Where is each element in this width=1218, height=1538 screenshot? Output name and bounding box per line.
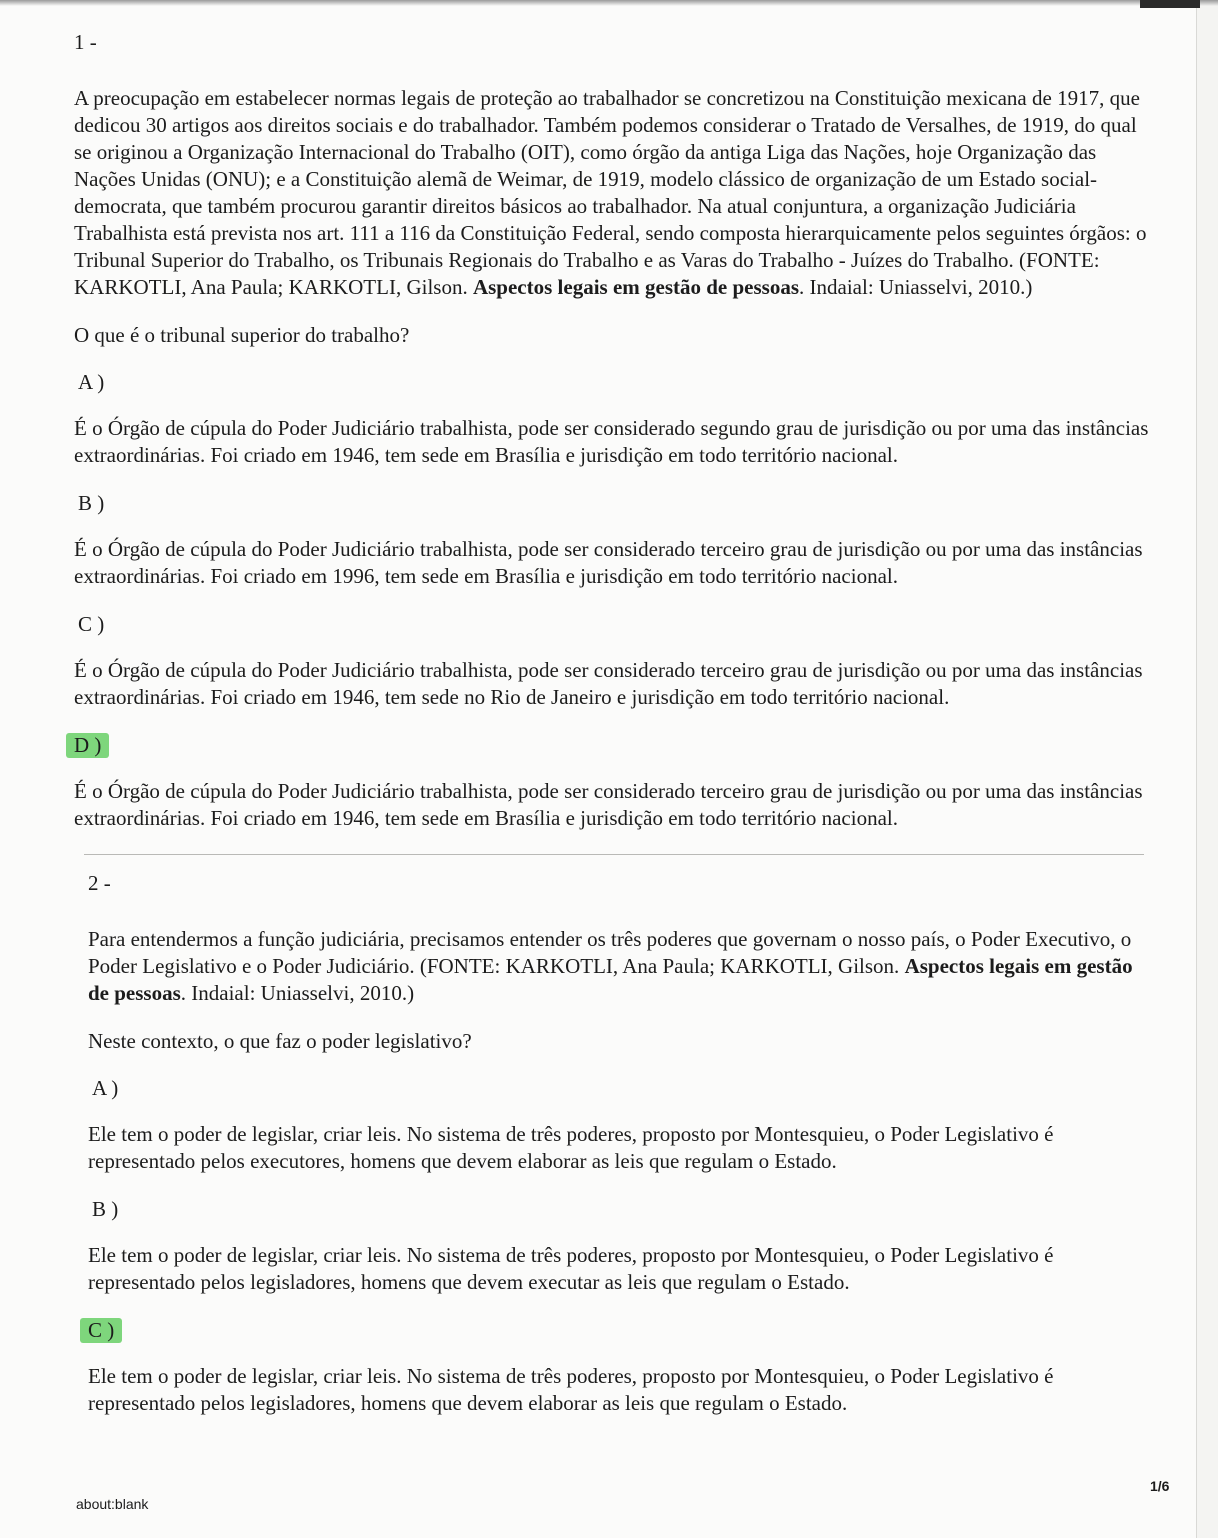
option-text: É o Órgão de cúpula do Poder Judiciário trabalhista, pode ser considerado segundo grau de jurisdição ou por uma das instâncias extraordinárias. Foi criado em 1946, tem sede em Brasília e jurisdição em todo território nacional. bbox=[74, 416, 1149, 467]
option-letter: C ) bbox=[78, 612, 105, 636]
option-d bbox=[74, 733, 1149, 832]
option-text: Ele tem o poder de legislar, criar leis. No sistema de três poderes, proposto por Montesquieu, o Poder Legislativo é representado pelos legisladores, homens que devem elaborar as leis que regulam o Estado. bbox=[88, 1364, 1054, 1415]
option-text: Ele tem o poder de legislar, criar leis. No sistema de três poderes, proposto por Montesquieu, o Poder Legislativo é representado pelos legisladores, homens que devem executar as leis que regulam o Estado. bbox=[88, 1243, 1054, 1294]
option-b bbox=[74, 491, 1149, 590]
option-letter: B ) bbox=[78, 491, 105, 515]
option-a bbox=[88, 1076, 1149, 1175]
footer-url: about:blank bbox=[76, 1496, 149, 1512]
highlighted-option-letter: C ) bbox=[80, 1318, 122, 1343]
option-a bbox=[74, 370, 1149, 469]
question-1 bbox=[74, 30, 1149, 832]
question-text: A preocupação em estabelecer normas legais de proteção ao trabalhador se concretizou na Constituição mexicana de 1917, que dedicou 30 artigos aos direitos sociais e do trabalhador. Também podemos considerar o Tratado de Versalhes, de 1919, do qual se originou a Organização Internacional do Trabalho (OIT), como órgão da antiga Liga das Nações, hoje Organização das Nações Unidas (ONU); e a Constituição alemã de Weimar, de 1919, modelo clássico de organização de um Estado social-democrata, que também procurou garantir direitos básicos ao trabalhador. Na atual conjuntura, a organização Judiciária Trabalhista está prevista nos art. 111 a 116 da Constituição Federal, sendo composta hierarquicamente pelos seguintes órgãos: o Tribunal Superior do Trabalho, os Tribunais Regionais do Trabalho e as Varas do Trabalho - Juízes do Trabalho. (FONTE: KARKOTLI, Ana Paula; KARKOTLI, Gilson. Aspectos legais em gestão de pessoas. Indaial: Uniasselvi, 2010.) bbox=[74, 86, 1147, 299]
book-title: Aspectos legais em gestão de pessoas bbox=[472, 275, 800, 299]
question-prompt: O que é o tribunal superior do trabalho? bbox=[74, 323, 410, 347]
option-letter: B ) bbox=[92, 1197, 119, 1221]
option-letter: A ) bbox=[92, 1076, 119, 1100]
book-title: Aspectos legais em gestão de pessoas bbox=[88, 954, 1133, 1005]
question-number: 2 - bbox=[88, 871, 111, 895]
question-prompt: Neste contexto, o que faz o poder legislativo? bbox=[88, 1029, 472, 1053]
option-b bbox=[88, 1197, 1149, 1296]
question-2 bbox=[88, 871, 1149, 1417]
option-c bbox=[88, 1318, 1149, 1417]
scan-edge-corner bbox=[1140, 0, 1200, 8]
question-divider bbox=[84, 854, 1144, 855]
option-text: Ele tem o poder de legislar, criar leis. No sistema de três poderes, proposto por Montesquieu, o Poder Legislativo é representado pelos executores, homens que devem elaborar as leis que regulam o Estado. bbox=[88, 1122, 1054, 1173]
scan-edge-top bbox=[0, 0, 1218, 6]
question-number: 1 - bbox=[74, 30, 97, 54]
highlighted-option-letter: D ) bbox=[66, 733, 109, 758]
option-c bbox=[74, 612, 1149, 711]
page-number: 1/6 bbox=[1150, 1478, 1170, 1494]
option-letter: A ) bbox=[78, 370, 105, 394]
page-content bbox=[74, 30, 1149, 1439]
option-text: É o Órgão de cúpula do Poder Judiciário trabalhista, pode ser considerado terceiro grau de jurisdição ou por uma das instâncias extraordinárias. Foi criado em 1996, tem sede em Brasília e jurisdição em todo território nacional. bbox=[74, 537, 1143, 588]
option-text: É o Órgão de cúpula do Poder Judiciário trabalhista, pode ser considerado terceiro grau de jurisdição ou por uma das instâncias extraordinárias. Foi criado em 1946, tem sede no Rio de Janeiro e jurisdição em todo território nacional. bbox=[74, 658, 1143, 709]
question-text: Para entendermos a função judiciária, precisamos entender os três poderes que governam o nosso país, o Poder Executivo, o Poder Legislativo e o Poder Judiciário. (FONTE: KARKOTLI, Ana Paula; KARKOTLI, Gilson. Aspectos legais em gestão de pessoas. Indaial: Uniasselvi, 2010.) bbox=[88, 927, 1133, 1005]
option-text: É o Órgão de cúpula do Poder Judiciário trabalhista, pode ser considerado terceiro grau de jurisdição ou por uma das instâncias extraordinárias. Foi criado em 1946, tem sede em Brasília e jurisdição em todo território nacional. bbox=[74, 779, 1143, 830]
